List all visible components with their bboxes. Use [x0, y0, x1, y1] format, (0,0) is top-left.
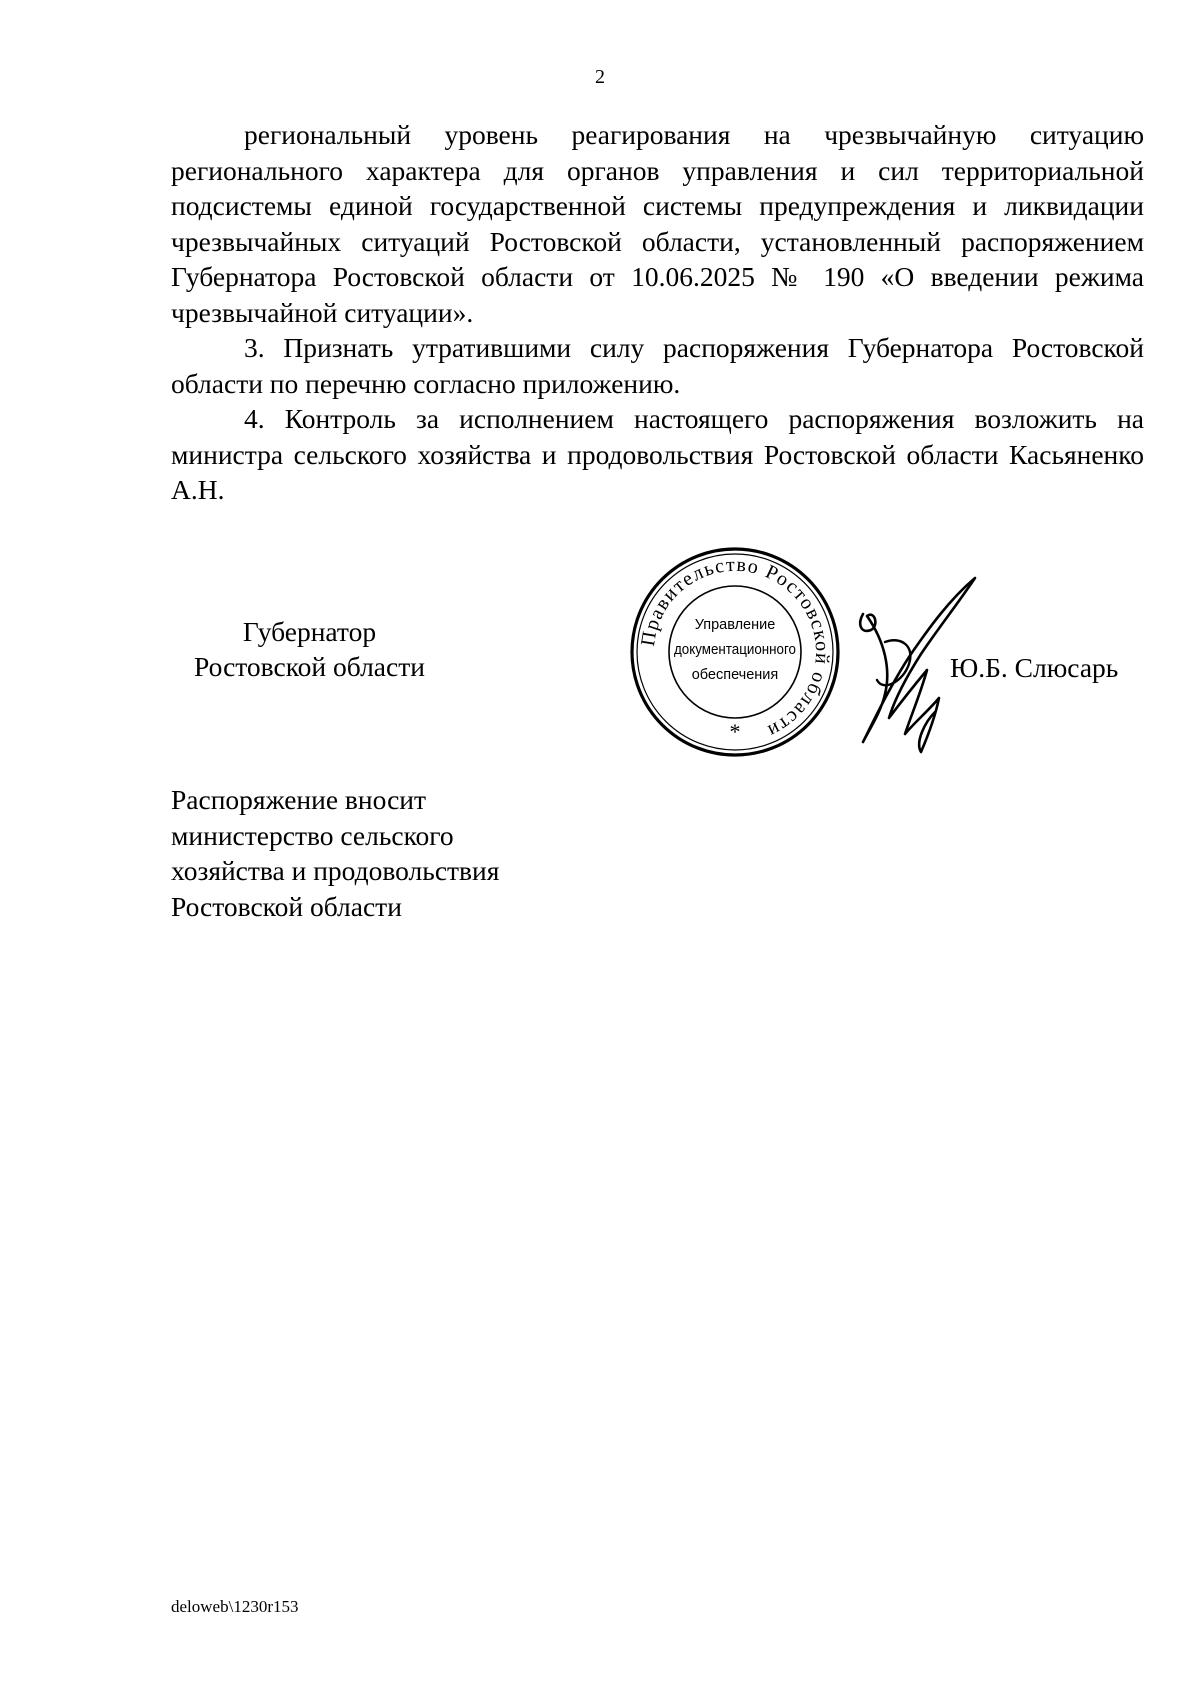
document-body — [171, 117, 1144, 508]
page-number: 2 — [595, 66, 605, 88]
signer-name: Ю.Б. Слюсарь — [950, 652, 1119, 683]
seal-outer-text: Правительство Ростовской области — [636, 553, 834, 743]
paragraph-continuation: региональный уровень реагирования на чрезвычайную ситуацию регионального характера для органов управления и сил территориальной подсистемы единой государственной системы предупреждения и ликвидации чрезвычайных ситуаций Ростовской области, установленный распоряжением Губернатора Ростовской области от 10.06.2025 № 190 «О введении режима чрезвычайной ситуации». — [171, 119, 1144, 328]
seal-inner-line-3: обеспечения — [691, 667, 779, 683]
signatory-title-line-2: Ростовской области — [194, 651, 425, 682]
submitter-line-1: Распоряжение вносит — [171, 784, 427, 815]
signatory-title — [172, 614, 447, 684]
submitter-line-3: хозяйства и продовольствия — [171, 855, 500, 886]
paragraph-item-4: 4. Контроль за исполнением настоящего распоряжения возложить на министра сельского хозяйства и продовольствия Ростовской области Касьяненко А.Н. — [171, 403, 1144, 505]
submitter-block — [171, 782, 499, 924]
submitter-line-2: министерство сельского — [171, 819, 454, 851]
seal-star: * — [729, 719, 741, 744]
seal-inner-line-2: документационного — [674, 642, 796, 658]
seal-inner-line-1: Управление — [694, 617, 776, 633]
official-seal-icon — [625, 542, 845, 762]
paragraph-item-3: 3. Признать утратившими силу распоряжения Губернатора Ростовской области по перечню согласно приложению. — [171, 332, 1144, 399]
document-registry-code: deloweb\1230r153 — [171, 1597, 299, 1616]
signatory-title-line-1: Губернатор — [242, 616, 377, 647]
submitter-line-4: Ростовской области — [171, 890, 402, 922]
